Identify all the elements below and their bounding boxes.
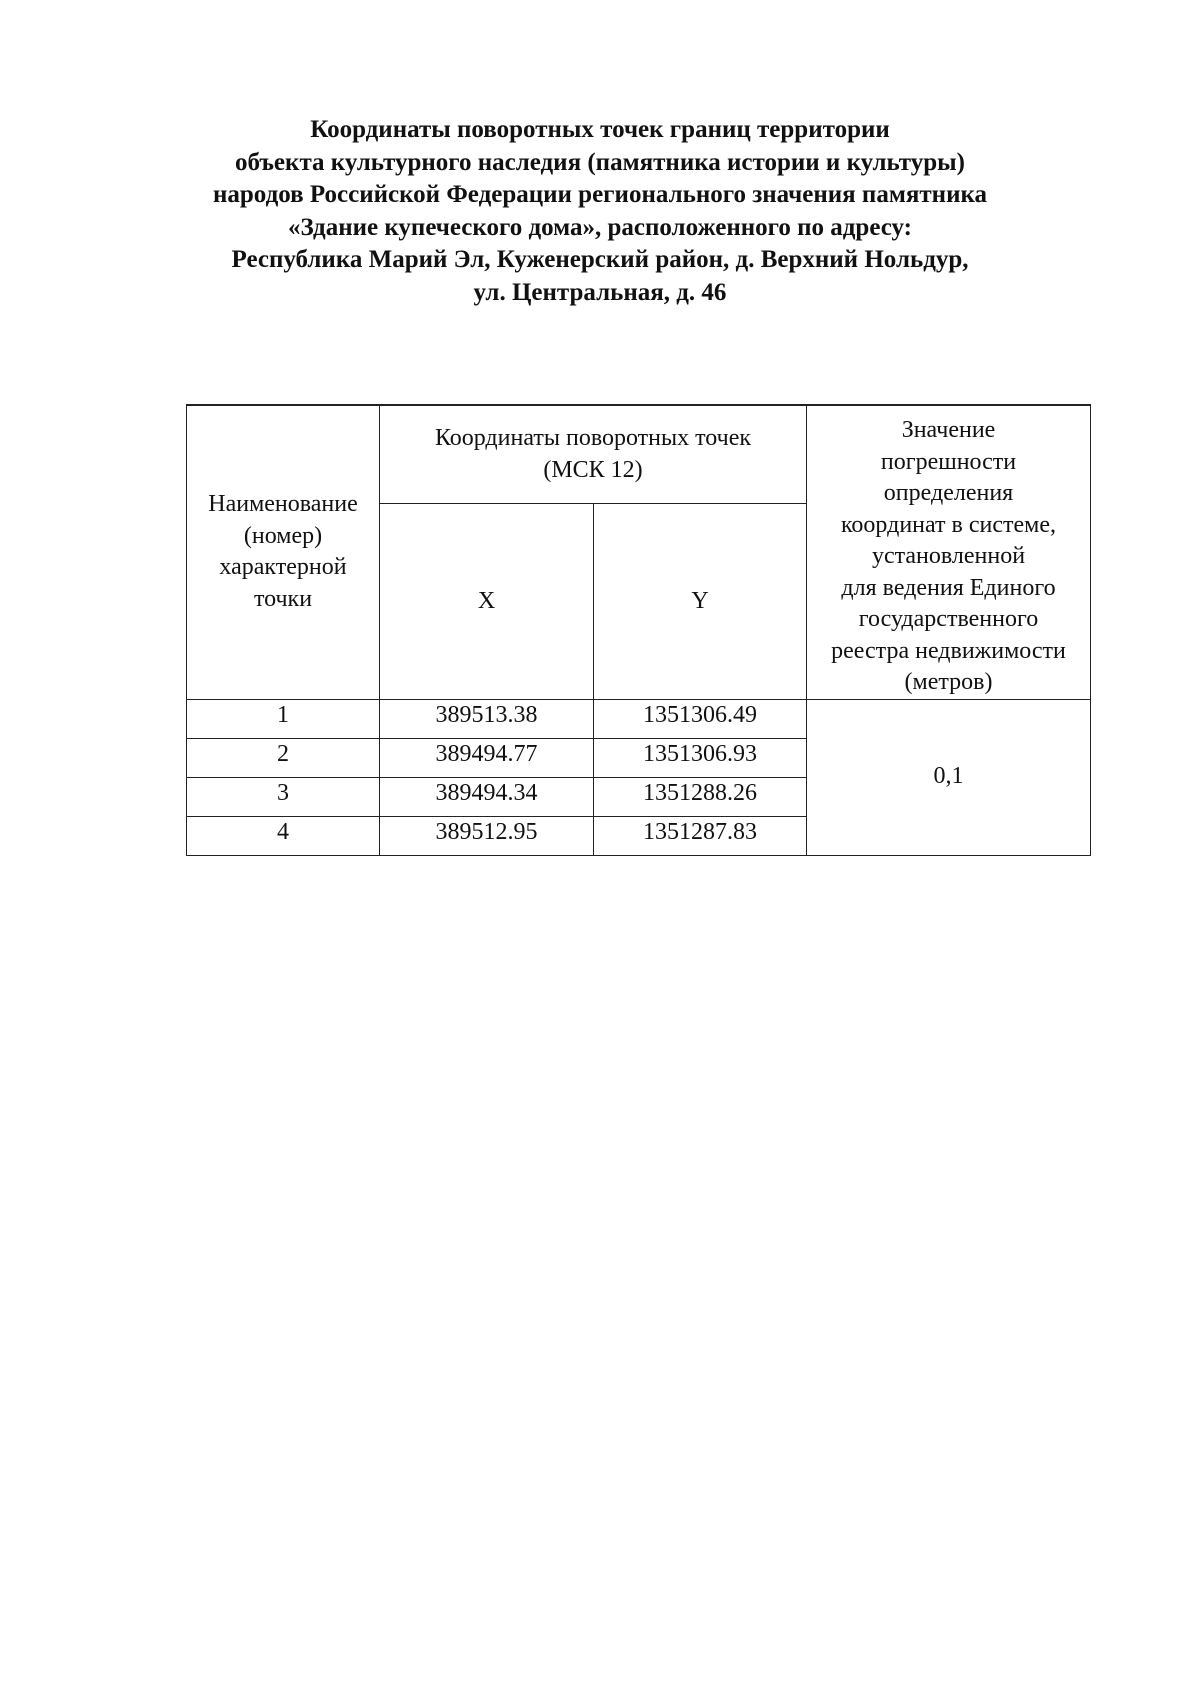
point-y: 1351287.83 — [594, 816, 807, 855]
header-point-name-line: характерной — [219, 554, 347, 581]
header-accuracy-line: (метров) — [904, 669, 993, 695]
point-number: 4 — [187, 816, 380, 855]
header-point-name-line: точки — [253, 585, 313, 612]
header-coordinates-line: Координаты поворотных точек — [434, 425, 752, 452]
title-line: «Здание купеческого дома», расположенного по адресу: — [287, 213, 912, 241]
point-y: 1351288.26 — [594, 777, 807, 816]
header-accuracy-line: Значение — [901, 417, 996, 443]
title-line: Координаты поворотных точек границ территории — [310, 116, 890, 143]
header-accuracy-line: для ведения Единого — [841, 574, 1056, 601]
header-point-name-line: Наименование — [208, 491, 358, 518]
header-point-name-line: (номер) — [243, 522, 323, 549]
header-x: X — [380, 504, 594, 699]
header-coordinates-line: (МСК 12) — [543, 456, 643, 483]
header-coordinates — [380, 405, 807, 504]
table-row — [187, 699, 1091, 738]
header-y: Y — [594, 504, 807, 699]
header-accuracy-line: реестра недвижимости — [831, 637, 1066, 664]
title-line: ул. Центральная, д. 46 — [473, 278, 727, 306]
coordinates-table — [186, 404, 1091, 856]
point-x: 389494.34 — [380, 777, 594, 816]
header-point-name — [187, 405, 380, 699]
header-accuracy-line: установленной — [871, 543, 1026, 569]
title-line: объекта культурного наследия (памятника истории и культуры) — [234, 148, 965, 176]
header-accuracy-line: погрешности — [880, 448, 1017, 475]
document-title — [150, 114, 1050, 309]
title-line: народов Российской Федерации регионального значения памятника — [213, 181, 987, 208]
point-y: 1351306.49 — [594, 699, 807, 738]
point-number: 1 — [187, 699, 380, 738]
header-accuracy-line: определения — [883, 480, 1014, 506]
point-x: 389494.77 — [380, 738, 594, 777]
title-line: Республика Марий Эл, Куженерский район, д. Верхний Нольдур, — [231, 246, 969, 273]
point-number: 3 — [187, 777, 380, 816]
header-accuracy-line: координат в системе, — [840, 511, 1056, 538]
point-x: 389512.95 — [380, 816, 594, 855]
accuracy-value: 0,1 — [807, 699, 1091, 855]
header-accuracy-line: государственного — [858, 606, 1039, 632]
point-number: 2 — [187, 738, 380, 777]
point-x: 389513.38 — [380, 699, 594, 738]
header-accuracy — [807, 405, 1091, 699]
point-y: 1351306.93 — [594, 738, 807, 777]
